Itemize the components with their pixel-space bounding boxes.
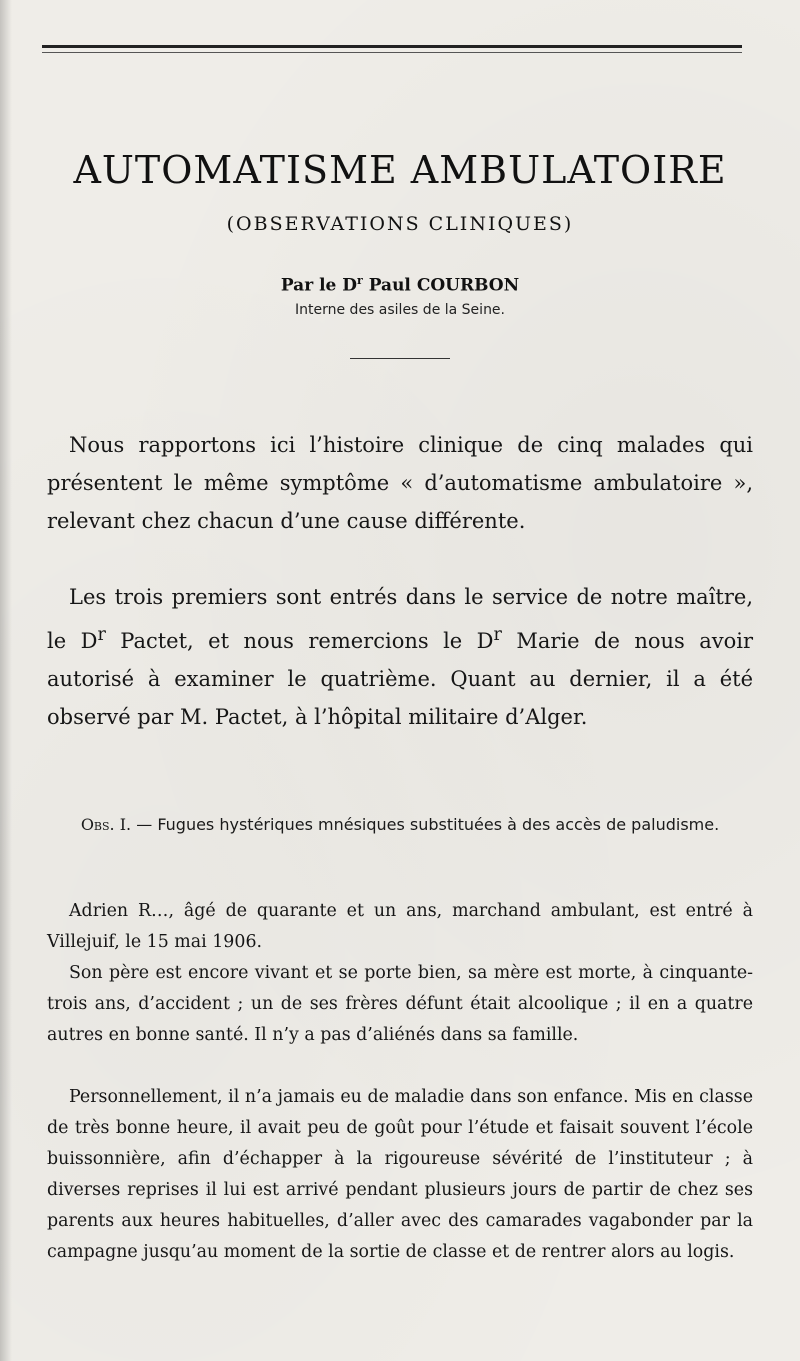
observation-title: — Fugues hystériques mnésiques substituées à des accès de paludisme. [131,815,720,834]
paragraph-thanks-part-b: Pactet, et nous remercions le D [105,629,494,653]
observation-heading [47,812,753,838]
paragraph-family-text: Son père est encore vivant et se porte bien, sa mère est morte, à cinquante-trois ans, d’accident ; un de ses frères défunt était alcoolique ; il en a quatre autres en bonne santé. Il n’y a pas d’aliénés dans sa famille. [47,963,753,1045]
page-gutter-shadow [0,0,12,1361]
paragraph-patient-text: Adrien R…, âgé de quarante et un ans, marchand ambulant, est entré à Villejuif, le 15 mai 1906. [47,901,753,952]
article-subtitle: (OBSERVATIONS CLINIQUES) [226,213,574,235]
article-title: AUTOMATISME AMBULATOIRE [73,148,727,192]
author-line [0,274,800,296]
paragraph-thanks-text [47,578,753,736]
paragraph-patient [47,896,753,958]
paragraph-thanks [47,578,753,736]
paragraph-intro-text: Nous rapportons ici l’histoire clinique de cinq malades qui présentent le même symptôme « d’automatisme ambulatoire », relevant chez chacun d’une cause différente. [47,433,753,533]
paragraph-intro [47,426,753,540]
author-prefix-sup: r [357,274,363,287]
paragraph-thanks-sup-1: r [97,625,106,645]
paragraph-history [47,1082,753,1268]
observation-label: Obs. I. [80,815,132,834]
author-prefix: Par le D [280,275,358,296]
paragraph-history-text: Personnellement, il n’a jamais eu de maladie dans son enfance. Mis en classe de très bonne heure, il avait peu de goût pour l’étude et faisait souvent l’école buissonnière, afin d’échapper à la rigoureuse sévérité de l’instituteur ; à diverses reprises il lui est arrivé pendant plusieurs jours de partir de chez ses parents aux heures habituelles, d’aller avec des camarades vagabonder par la campagne jusqu’au moment de la sortie de classe et de rentrer alors au logis. [47,1087,753,1262]
author-name: Paul COURBON [368,275,520,296]
paragraph-thanks-sup-2: r [493,625,502,645]
paragraph-thanks-part-c: Marie de nous avoir autorisé à examiner le quatrième. Quant au dernier, il a été observé par M. Pactet, à l’hôpital militaire d’Alger. [47,629,754,729]
section-divider [350,358,450,359]
paragraph-family [47,958,753,1051]
header-rule-thin [42,52,742,53]
header-rule-thick [42,45,742,48]
author-affiliation: Interne des asiles de la Seine. [295,302,505,318]
paragraph-thanks-part-a: Les trois premiers sont entrés dans le service de notre maître, le D [47,585,753,653]
